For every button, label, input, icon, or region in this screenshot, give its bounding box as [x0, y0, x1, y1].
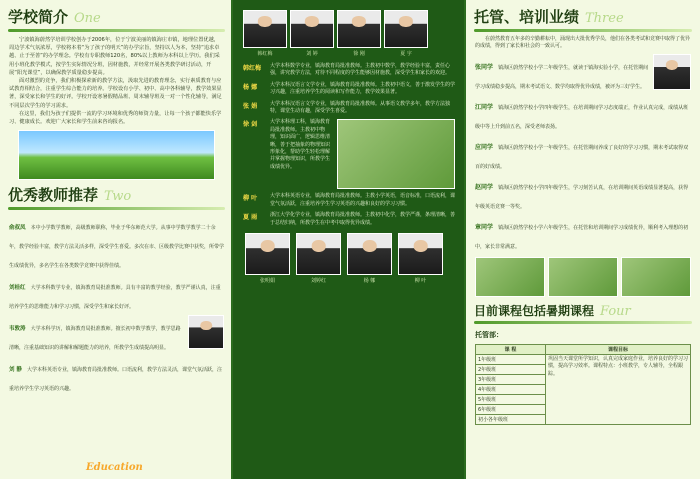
teacher-item — [233, 210, 466, 229]
student-photo — [653, 54, 691, 90]
teacher-list — [0, 214, 233, 394]
teacher-name: 刘桂红 — [9, 285, 26, 292]
teacher-photo — [296, 233, 341, 275]
course-cell: 2年级班 — [476, 364, 546, 374]
left-panel — [0, 0, 233, 479]
intro-paragraph-2: 面对激烈的竞争，我们积极探索新的教学方法，汲取先进的教育理念，实行素质教育与应试教育相结合，注重学生综合能力的培养。学校设有小学、初中、高中各科辅导，教学效果显著，深受家长和学生的好评。学校开设寒暑假精品班、周末辅导班及一对一个性化辅导，满足不同层次学生的学习需求。 — [9, 78, 222, 109]
bottom-photo-captions — [233, 275, 466, 286]
course-goal-cell: 巩固当天课堂所学知识，认真完成家庭作业，培养良好的学习习惯，提高学习效率。课程特点：小班教学，专人辅导，全程跟踪。 — [546, 354, 691, 424]
success-title: 托管、培训业绩 — [474, 8, 580, 26]
teacher-item — [233, 191, 466, 210]
teacher-item — [9, 214, 224, 271]
intro-paragraph-3: 在这里，我们为孩子们提供一流的学习环境和优秀的师资力量，让每一个孩子都能快乐学习、健康成长。欢迎广大家长和学生前来咨询报名。 — [9, 110, 222, 126]
teacher-desc: 大学本科英语专业，镇海教育局批准教师。口语流利，教学方法灵活，课堂气氛活跃，注重培养学生学习英语的兴趣。 — [9, 367, 223, 393]
table-header: 课程目标 — [546, 344, 691, 354]
course-cell: 3年级班 — [476, 374, 546, 384]
intro-en: One — [74, 11, 101, 26]
middle-panel — [233, 0, 466, 479]
teacher-desc: 大学本科理工科，镇海教育局批准教师。主教初中物理，知识面广，逻辑思维清晰，善于把抽象的物理知识形象化，帮助学生轻松理解并掌握物理知识，所教学生成绩优异。 — [270, 119, 331, 170]
top-photo-captions — [233, 48, 466, 61]
course-divider — [474, 321, 692, 324]
success-heading — [466, 0, 700, 29]
right-panel — [466, 0, 700, 479]
teachers-heading — [0, 180, 233, 207]
classroom-photo — [621, 257, 691, 297]
classroom-photo — [475, 257, 545, 297]
teacher-item — [233, 80, 466, 99]
course-cell: 1年级班 — [476, 354, 546, 364]
teacher-name: 夏 雨 — [243, 214, 258, 222]
teacher-photo — [290, 10, 334, 48]
teacher-item — [233, 99, 466, 118]
teacher-name: 刘 静 — [9, 367, 22, 374]
teacher-item — [9, 356, 224, 394]
table-header-row — [476, 344, 691, 354]
teacher-photo — [188, 315, 224, 349]
teacher-desc: 本中小学数学教师，高级教师职称，毕业于华东师范大学。从事中学数学教学二十余年，教学经验丰富，教学方法灵活多样，深受学生喜爱。多次在市、区级教学比赛中获奖，所带学生成绩优异，多名学生在各类数学竞赛中获得佳绩。 — [9, 225, 225, 270]
teacher-desc: 大学本科汉语言文学专业，镇海教育局批准教师。主教初中语文，善于激发学生的学习兴趣，注重培养学生的阅读和写作能力，教学效果显著。 — [270, 81, 456, 96]
photo-caption: 杨 娜 — [363, 278, 376, 285]
photo-caption: 徐 刚 — [353, 51, 365, 57]
teacher-name: 张 娟 — [243, 102, 258, 110]
student-name: 江同学 — [475, 103, 494, 111]
teacher-desc: 浙江大学化学专业，镇海教育局批准教师。主教初中化学，教学严谨，条理清晰，善于总结归纳，所教学生在中考中取得优异成绩。 — [270, 212, 456, 226]
success-intro: 在蔚然教育五年多的辛勤耕耘中，涌现出大批优秀学员，他们在各类考试和竞赛中取得了优异的成绩，得到了家长和社会的一致认可。 — [475, 36, 691, 50]
photo-caption: 柳 叶 — [414, 278, 427, 285]
course-cell: 5年级班 — [476, 394, 546, 404]
intro-paragraph-1: 宁波镇海蔚然学培训学校创办于2006年，位于宁波美丽的镇海庄市镇，地理位置优越，周边学术气氛浓厚，学校将本着“为了孩子的明天”的办学宗旨，坚持以人为本，坚持“追求卓越、止于至善”的办学理念。学校有专职教师120名，80%以上教师为本科以上学历。我们采用小班化教学模式，按学生实际情况分班，因材施教，并经常开展各类教学研讨活动，开展“阳光课堂”，以确保教学质量稳步提高。 — [9, 37, 220, 76]
classroom-photo — [548, 257, 618, 297]
teacher-name: 柳 叶 — [243, 195, 258, 203]
teacher-desc: 大学本科数学专业，镇海教育局批准教师。具有丰富的教学经验，教学严谨认真，注重培养学生的思维能力和学习习惯，深受学生和家长好评。 — [9, 285, 221, 311]
course-sub-label: 托管部： — [475, 330, 503, 339]
teacher-name: 徐 剑 — [243, 121, 258, 129]
photo-caption: 夏 宇 — [400, 51, 412, 57]
student-item — [466, 94, 700, 134]
teacher-name: 韦敦涛 — [9, 326, 26, 333]
intro-title: 学校简介 — [8, 8, 69, 26]
student-name: 张同学 — [475, 63, 494, 71]
student-desc: 镇海区蔚然学校小学四年级学生，在培训期间学习态度端正，作业认真完成，成绩从班级中等上升到前五名，深受老师表扬。 — [475, 104, 689, 130]
classroom-photos — [466, 254, 700, 300]
teacher-photo — [243, 10, 287, 48]
table-row — [476, 354, 691, 364]
education-wordmark: Education — [86, 462, 143, 473]
table-header: 课 程 — [476, 344, 546, 354]
teacher-item — [233, 61, 466, 80]
student-item — [466, 134, 700, 174]
photo-caption: 刘婷红 — [310, 278, 326, 285]
course-table — [475, 344, 691, 425]
course-cell: 6年级班 — [476, 404, 546, 414]
group-photo — [337, 119, 455, 189]
course-cell: 初小各年级班 — [476, 414, 546, 424]
photo-caption: 张明娟 — [259, 278, 275, 285]
teachers-en: Two — [104, 189, 132, 205]
teacher-item — [233, 117, 466, 191]
students-jumping-photo — [18, 130, 215, 180]
student-desc: 镇海区蔚然学校小学二年级学生，就读于镇海实验小学，在托管期间学习成绩稳步提高，期末考试语文、数学均取得优异成绩，被评为三好学生。 — [475, 64, 649, 90]
student-item — [466, 214, 700, 254]
teachers-title: 优秀教师推荐 — [8, 186, 99, 205]
teacher-desc: 大学本科英语专业，镇海教育局批准教师。主教小学英语，语音标准，口语流利，课堂气氛活跃，注重培养学生学习英语的兴趣和良好的学习习惯。 — [270, 193, 456, 207]
photo-caption: 刘 婷 — [306, 51, 318, 57]
course-heading — [466, 300, 700, 321]
success-en: Three — [585, 11, 624, 26]
student-desc: 镇海区蔚然学校小学四年级学生，学习刻苦认真，在培训期间英语成绩显著提高，获得年级英语竞赛一等奖。 — [475, 184, 689, 210]
teacher-photo — [347, 233, 392, 275]
teachers-divider — [8, 207, 225, 210]
teacher-item — [9, 274, 224, 312]
student-desc: 镇海区蔚然学校小学一年级学生，在托管期间养成了良好的学习习惯，期末考试取得双百的好成绩。 — [475, 144, 689, 170]
course-en: Four — [600, 303, 631, 319]
student-name: 章同学 — [475, 223, 494, 231]
course-title: 目前课程包括暑期课程 — [474, 303, 595, 318]
teacher-desc: 大学本科学历，镇海教育局批准教师。擅长初中数学教学，教学思路清晰，注重基础知识的讲解和解题能力的培养，所教学生成绩提高明显。 — [9, 326, 181, 352]
teacher-photo — [245, 233, 290, 275]
teacher-desc: 大学本科汉语言文学专业，镇海教育局批准教师。从事语文教学多年，教学方法独特，课堂生动有趣，深受学生喜爱。 — [270, 100, 451, 115]
student-item — [466, 54, 700, 94]
photo-caption: 韩红梅 — [257, 51, 273, 57]
teacher-item — [9, 315, 224, 353]
student-desc: 镇海区蔚然学校小学六年级学生，在托管和培训期间学习成绩优异，顺利考入理想的初中，家长非常满意。 — [475, 224, 689, 250]
intro-heading — [0, 0, 233, 29]
teacher-desc: 大学本科数学专业，镇海教育局批准教师。主教初中数学，教学经验丰富，责任心强，讲究教学方法，对待不同程度的学生能够因材施教，深受学生和家长的欢迎。 — [270, 63, 451, 77]
teacher-name: 韩红梅 — [243, 65, 262, 72]
top-teacher-photos — [233, 0, 466, 48]
student-item — [466, 174, 700, 214]
teacher-photo — [337, 10, 381, 48]
bottom-teacher-photos — [233, 229, 466, 275]
teacher-photo — [384, 10, 428, 48]
teacher-photo — [398, 233, 443, 275]
teacher-name: 杨 娜 — [243, 83, 258, 91]
success-divider — [474, 29, 692, 32]
student-name: 应同学 — [475, 143, 494, 151]
course-cell: 4年级班 — [476, 384, 546, 394]
student-name: 赵同学 — [475, 183, 494, 191]
teacher-name: 俞叔凤 — [9, 225, 26, 232]
intro-divider — [8, 29, 225, 32]
